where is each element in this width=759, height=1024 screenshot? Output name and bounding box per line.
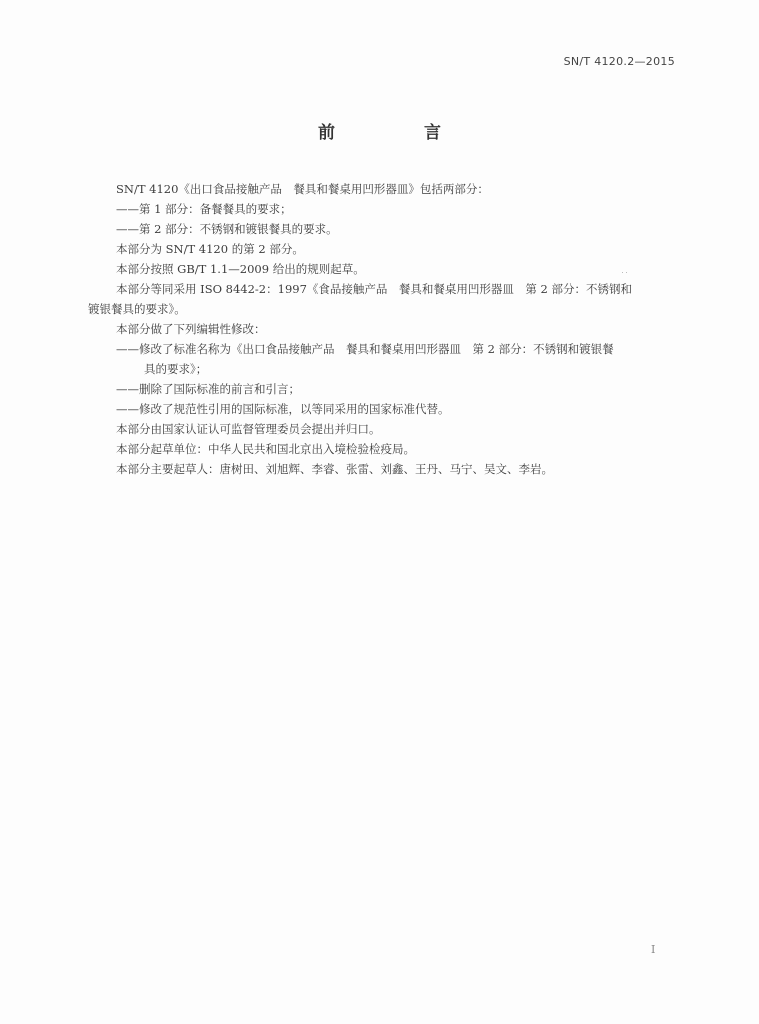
paragraph-iso-adoption-cont: 镀银餐具的要求》。 xyxy=(88,302,186,316)
scan-speck xyxy=(626,272,627,273)
list-item-edit-foreword: ——删除了国际标准的前言和引言； xyxy=(116,382,300,396)
paragraph-drafters: 本部分主要起草人：唐树田、刘旭辉、李睿、张雷、刘鑫、王丹、马宁、吴文、李岩。 xyxy=(116,462,553,476)
page-number: I xyxy=(651,943,656,956)
list-item-edit-name: ——修改了标准名称为《出口食品接触产品 餐具和餐桌用凹形器皿 第 2 部分：不锈钢和镀银餐 xyxy=(116,342,614,356)
standard-code: SN/T 4120.2—2015 xyxy=(563,55,675,68)
list-item-part-2: ——第 2 部分：不锈钢和镀银餐具的要求。 xyxy=(116,222,338,236)
paragraph-edits-intro: 本部分做了下列编辑性修改： xyxy=(116,322,266,336)
paragraph-part-statement: 本部分为 SN/T 4120 的第 2 部分。 xyxy=(116,242,304,256)
paragraph-drafting-unit: 本部分起草单位：中华人民共和国北京出入境检验检疫局。 xyxy=(116,442,415,456)
list-item-edit-references: ——修改了规范性引用的国际标准，以等同采用的国家标准代替。 xyxy=(116,402,450,416)
paragraph-drafting-rules: 本部分按照 GB/T 1.1—2009 给出的规则起草。 xyxy=(116,262,365,276)
foreword-body xyxy=(88,179,678,479)
paragraph-proposer: 本部分由国家认证认可监督管理委员会提出并归口。 xyxy=(116,422,381,436)
list-item-part-1: ——第 1 部分：备餐餐具的要求； xyxy=(116,202,292,216)
list-item-edit-name-cont: 具的要求》； xyxy=(144,362,208,376)
paragraph-intro: SN/T 4120《出口食品接触产品 餐具和餐桌用凹形器皿》包括两部分： xyxy=(116,182,489,196)
scan-speck xyxy=(622,272,623,273)
page-title: 前 言 xyxy=(318,123,477,143)
paragraph-iso-adoption: 本部分等同采用 ISO 8442-2：1997《食品接触产品 餐具和餐桌用凹形器皿 第 2 部分：不锈钢和 xyxy=(116,282,633,296)
